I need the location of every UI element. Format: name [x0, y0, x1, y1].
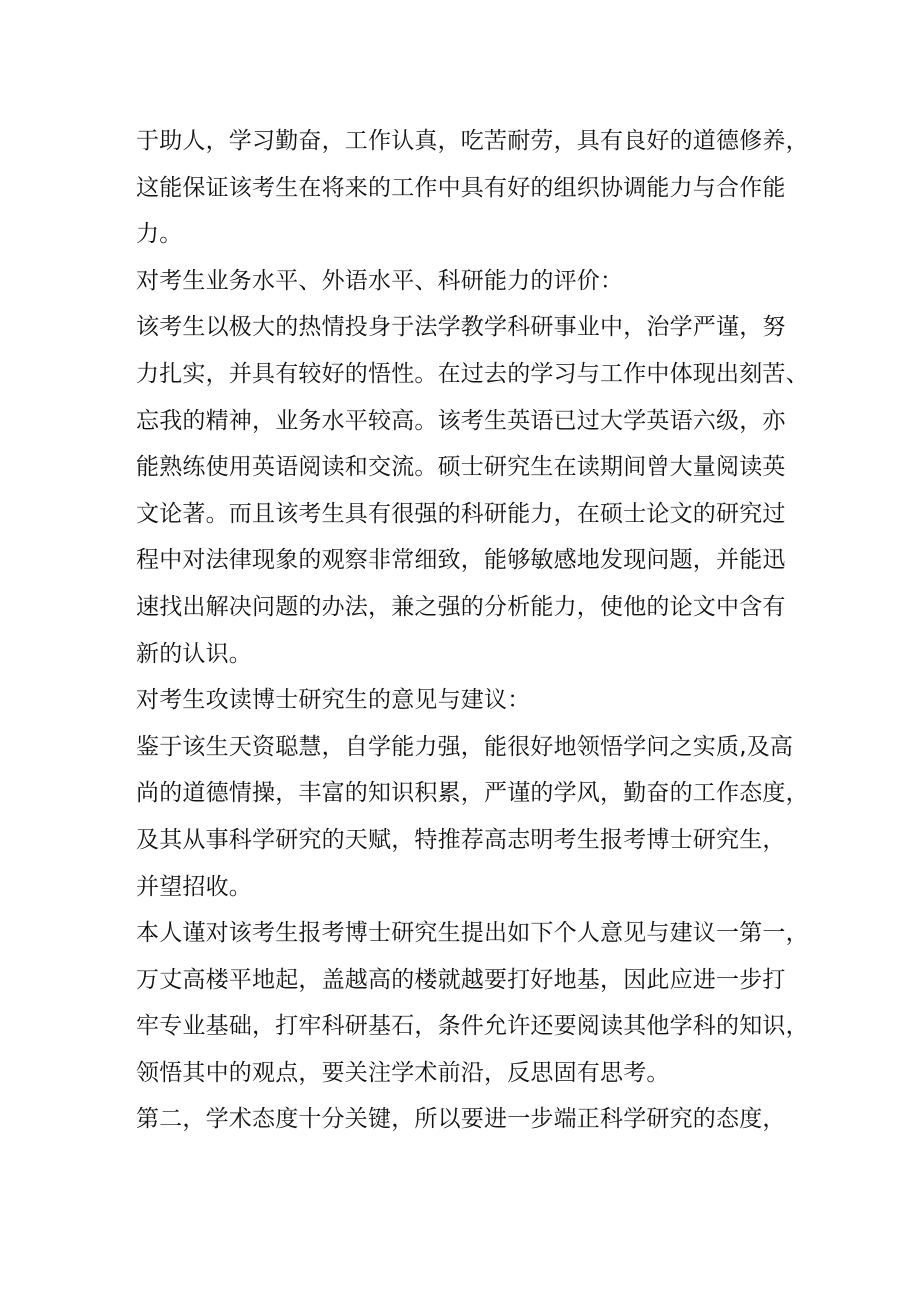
text-line: 力扎实，并具有较好的悟性。在过去的学习与工作中体现出刻苦、 [136, 360, 809, 387]
text-line: 这能保证该考生在将来的工作中具有好的组织协调能力与合作能 [136, 174, 786, 201]
text-line: 速找出解决问题的办法，兼之强的分析能力，使他的论文中含有 [136, 593, 786, 620]
text-line: 文论著。而且该考生具有很强的科研能力，在硕士论文的研究过 [136, 500, 786, 527]
text-line: 并望招收。 [136, 873, 252, 900]
text-line: 第二，学术态度十分关键，所以要进一步端正科学研究的态度， [136, 1106, 786, 1133]
text-line: 力。 [136, 221, 183, 248]
text-line: 新的认识。 [136, 640, 252, 667]
text-line: 于助人，学习勤奋，工作认真，吃苦耐劳，具有良好的道德修养， [136, 128, 809, 154]
text-line: 程中对法律现象的观察非常细致，能够敏感地发现问题，并能迅 [136, 547, 786, 574]
section-heading: 对考生攻读博士研究生的意见与建议： [136, 687, 531, 714]
text-line: 尚的道德情操，丰富的知识积累，严谨的学风，勤奋的工作态度， [136, 780, 809, 807]
document-body [136, 118, 816, 1143]
text-line: 忘我的精神，业务水平较高。该考生英语已过大学英语六级，亦 [136, 407, 786, 434]
text-line: 牢专业基础，打牢科研基石，条件允许还要阅读其他学科的知识， [136, 1013, 809, 1040]
text-line: 能熟练使用英语阅读和交流。硕士研究生在读期间曾大量阅读英 [136, 454, 786, 481]
text-line: 万丈高楼平地起，盖越高的楼就越要打好地基，因此应进一步打 [136, 966, 786, 993]
text-line: 及其从事科学研究的天赋，特推荐高志明考生报考博士研究生， [136, 826, 786, 853]
section-heading: 对考生业务水平、外语水平、科研能力的评价： [136, 267, 624, 294]
text-line: 鉴于该生天资聪慧，自学能力强，能很好地领悟学问之实质,及高 [136, 733, 794, 760]
text-line: 该考生以极大的热情投身于法学教学科研事业中，治学严谨，努 [136, 314, 786, 341]
text-line: 领悟其中的观点，要关注学术前沿，反思固有思考。 [136, 1059, 670, 1086]
text-line: 本人谨对该考生报考博士研究生提出如下个人意见与建议一第一， [136, 920, 809, 947]
